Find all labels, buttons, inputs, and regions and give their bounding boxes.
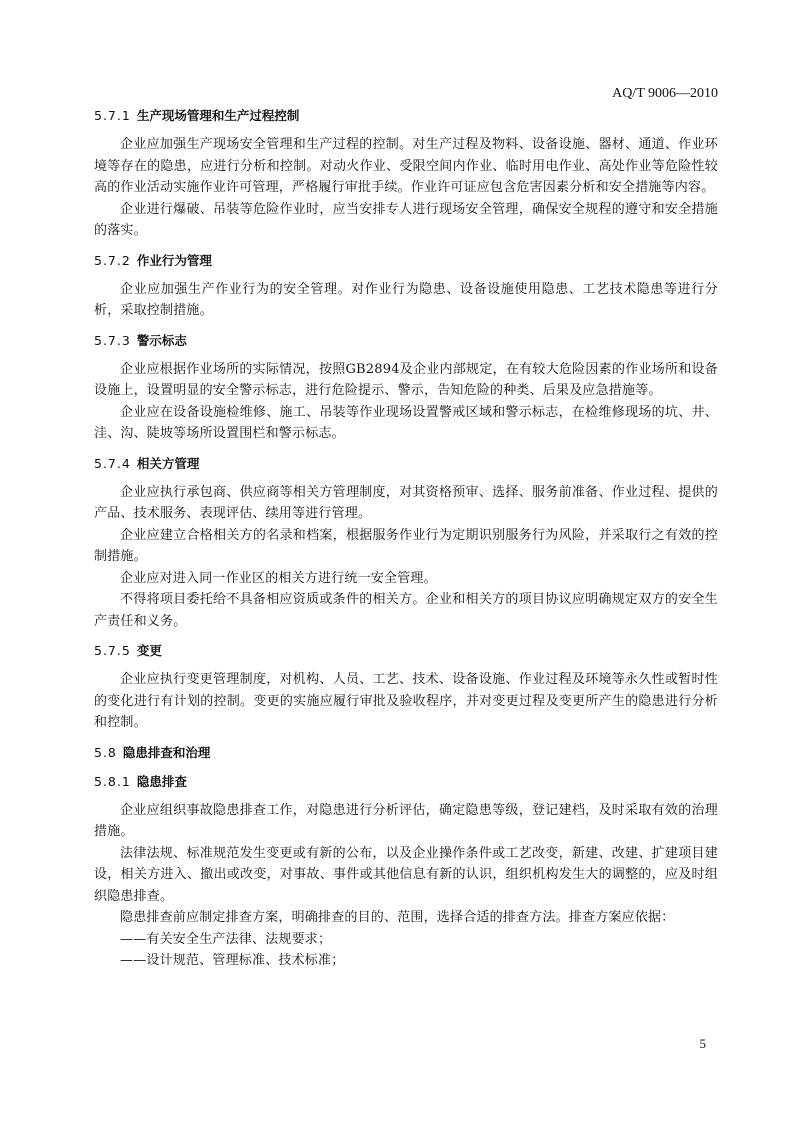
paragraph: 企业应在设备设施检维修、施工、吊装等作业现场设置警戒区域和警示标志，在检维修现场的坑、井、洼、沟、陡坡等场所设置围栏和警示标志。 <box>94 404 718 441</box>
section-heading <box>94 743 718 763</box>
paragraph: 企业应对进入同一作业区的相关方进行统一安全管理。 <box>120 570 437 586</box>
section-number: 5.7.3 <box>94 332 131 348</box>
paragraph: 企业应根据作业场所的实际情况，按照GB2894及企业内部规定，在有较大危险因素的作业场所和设备设施上，设置明显的安全警示标志，进行危险提示、警示，告知危险的种类、后果及应急措施等。 <box>94 361 718 398</box>
section-title: 隐患排查和治理 <box>122 744 211 760</box>
paragraph: 企业应执行承包商、供应商等相关方管理制度，对其资格预审、选择、服务前准备、作业过程、提供的产品、技术服务、表现评估、续用等进行管理。 <box>94 484 718 521</box>
standard-code: AQ/T 9006—2010 <box>612 86 718 101</box>
section-title: 相关方管理 <box>136 455 200 471</box>
section-number: 5.8.1 <box>94 773 131 789</box>
section-title: 生产现场管理和生产过程控制 <box>136 108 300 123</box>
section-number: 5.7.5 <box>94 643 131 658</box>
paragraph: 企业应加强生产作业行为的安全管理。对作业行为隐患、设备设施使用隐患、工艺技术隐患等进行分析，采取控制措施。 <box>94 281 718 318</box>
paragraph: 企业应建立合格相关方的名录和档案，根据服务作业行为定期识别服务行为风险，并采取行之有效的控制措施。 <box>94 527 718 564</box>
section-title: 作业行为管理 <box>136 252 212 268</box>
paragraph: 企业应执行变更管理制度，对机构、人员、工艺、技术、设备设施、作业过程及环境等永久性或暂时性的变化进行有计划的控制。变更的实施应履行审批及验收程序，并对变更过程及变更所产生的隐患进行分析和控制。 <box>94 672 718 730</box>
paragraph: 隐患排查前应制定排查方案，明确排查的目的、范围，选择合适的排查方法。排查方案应依据： <box>120 910 675 925</box>
paragraph: ——有关安全生产法律、法规要求； <box>120 931 332 947</box>
section-title: 警示标志 <box>136 332 187 348</box>
page-number: 5 <box>699 1036 706 1051</box>
section-heading <box>94 331 718 351</box>
section-heading <box>94 251 718 271</box>
section-title: 变更 <box>136 643 162 658</box>
section-title: 隐患排查 <box>136 773 187 789</box>
section-heading <box>94 454 718 474</box>
section-number: 5.7.1 <box>94 108 131 123</box>
section-number: 5.7.2 <box>94 252 131 268</box>
paragraph: 企业进行爆破、吊装等危险作业时，应当安排专人进行现场安全管理，确保安全规程的遵守和安全措施的落实。 <box>94 201 718 238</box>
section-heading <box>94 772 718 792</box>
section-number: 5.8 <box>94 744 117 760</box>
paragraph: 不得将项目委托给不具备相应资质或条件的相关方。企业和相关方的项目协议应明确规定双方的安全生产责任和义务。 <box>94 592 718 629</box>
document-body <box>94 106 718 972</box>
section-heading <box>94 641 718 661</box>
paragraph: 企业应加强生产现场安全管理和生产过程的控制。对生产过程及物料、设备设施、器材、通道、作业环境等存在的隐患，应进行分析和控制。对动火作业、受限空间内作业、临时用电作业、高处作业等危险性较高的作业活动实施作业许可管理，严格履行审批手续。作业许可证应包含危害因素分析和安全措施等内容。 <box>94 137 718 195</box>
section-heading <box>94 106 718 126</box>
paragraph: 企业应组织事故隐患排查工作，对隐患进行分析评估，确定隐患等级，登记建档，及时采取有效的治理措施。 <box>94 802 718 839</box>
section-number: 5.7.4 <box>94 455 131 471</box>
paragraph: 法律法规、标准规范发生变更或有新的公布，以及企业操作条件或工艺改变，新建、改建、扩建项目建设，相关方进入、撤出或改变，对事故、事件或其他信息有新的认识，组织机构发生大的调整的，应及时组织隐患排查。 <box>94 845 718 904</box>
paragraph: ——设计规范、管理标准、技术标准； <box>120 953 345 968</box>
